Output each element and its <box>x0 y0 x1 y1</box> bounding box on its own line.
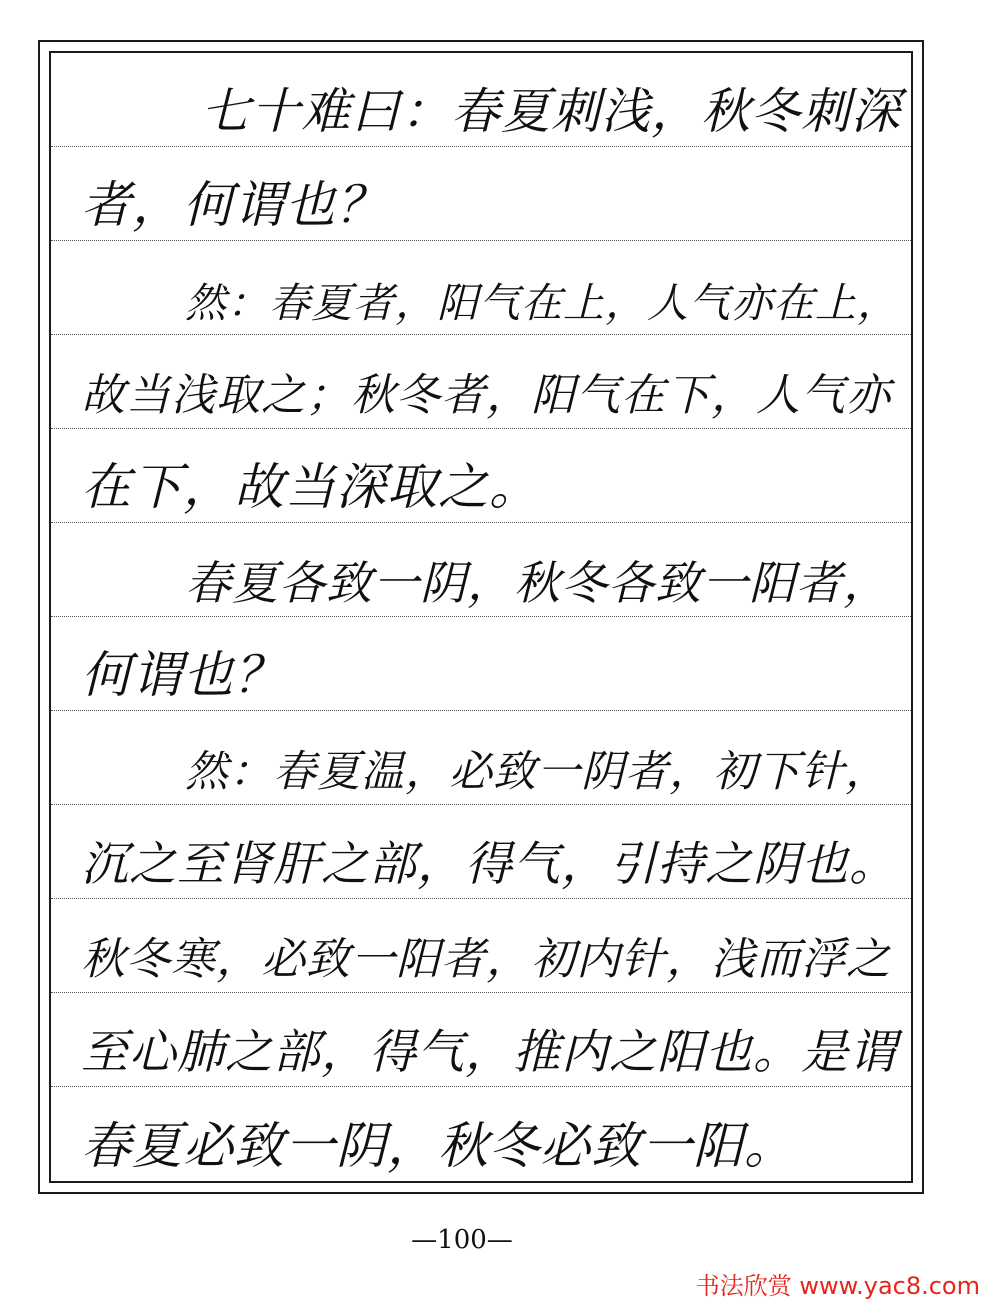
line-text: 沉之至肾肝之部，得气，引持之阴也。 <box>81 837 897 892</box>
handwritten-text-block <box>51 53 911 1181</box>
page-border-inner <box>49 51 913 1183</box>
line-text: 至心肺之部，得气，推内之阳也。是谓 <box>81 1025 897 1080</box>
text-line-6 <box>51 523 911 617</box>
line-text: 七十难曰：春夏刺浅，秋冬刺深 <box>201 83 902 140</box>
page-border-outer <box>38 40 924 1194</box>
line-text: 然：春夏者，阳气在上，人气亦在上， <box>185 279 899 327</box>
site-watermark: 书法欣赏 www.yac8.com <box>695 1272 980 1300</box>
line-text: 在下，故当深取之。 <box>81 458 540 516</box>
text-line-1 <box>51 53 911 147</box>
text-line-3 <box>51 241 911 335</box>
text-line-11 <box>51 993 911 1087</box>
text-line-9 <box>51 805 911 899</box>
text-line-5 <box>51 429 911 523</box>
text-line-10 <box>51 899 911 993</box>
text-line-8 <box>51 711 911 805</box>
text-line-7 <box>51 617 911 711</box>
page-number: —100— <box>411 1225 513 1255</box>
line-text: 秋冬寒，必致一阳者，初内针，浅而浮之 <box>81 934 891 985</box>
line-text: 春夏各致一阴，秋冬各致一阳者， <box>185 556 890 610</box>
text-line-2 <box>51 147 911 241</box>
line-text: 何谓也？ <box>81 646 285 704</box>
line-text: 者，何谓也？ <box>81 176 387 234</box>
line-text: 故当浅取之；秋冬者，阳气在下，人气亦 <box>81 370 891 421</box>
text-line-12 <box>51 1087 911 1181</box>
line-text: 然：春夏温，必致一阴者，初下针， <box>185 747 889 797</box>
line-text: 春夏必致一阴，秋冬必致一阳。 <box>81 1117 795 1175</box>
text-line-4 <box>51 335 911 429</box>
